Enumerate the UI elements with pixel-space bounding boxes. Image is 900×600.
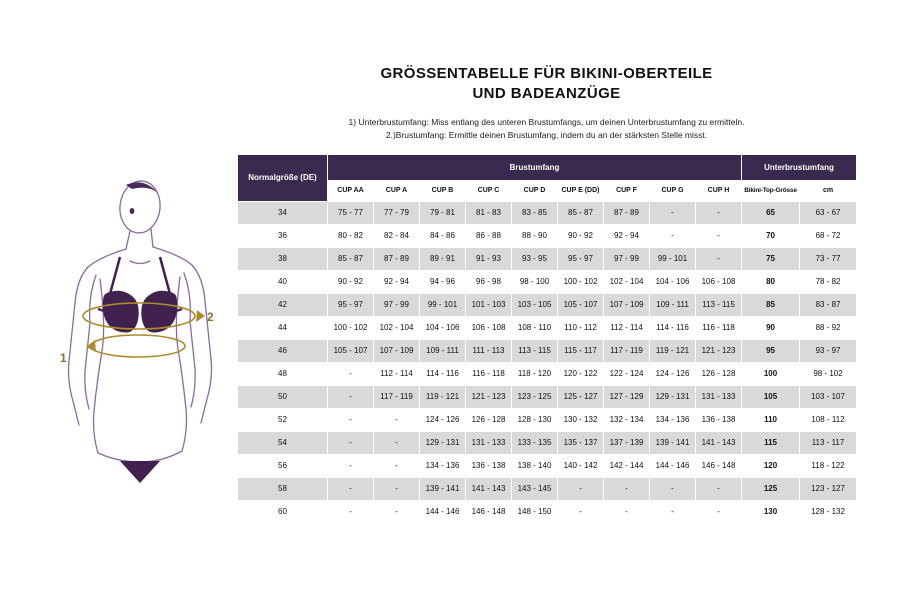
size-cell: 58 [238, 477, 328, 500]
cup-range-cell: 104 - 106 [420, 316, 466, 339]
cup-range-cell: - [328, 431, 374, 454]
page-title-line-2: UND BADEANZÜGE [472, 85, 621, 103]
note-bust: 2.)Brustumfang: Ermittle deinen Brustumfang, indem du an der stärksten Stelle misst. [385, 129, 708, 140]
cup-range-cell: - [328, 408, 374, 431]
size-row [238, 477, 857, 500]
cup-range-cell: 92 - 94 [374, 270, 420, 293]
size-row [238, 201, 857, 224]
cup-range-cell: - [328, 454, 374, 477]
cup-range-cell: - [650, 201, 696, 224]
cup-range-cell: 126 - 128 [696, 362, 742, 385]
cup-range-cell: 117 - 119 [374, 385, 420, 408]
cup-range-cell: 136 - 138 [466, 454, 512, 477]
size-cell: 52 [238, 408, 328, 431]
bikini-top-size-cell: 90 [742, 316, 800, 339]
cup-range-cell: - [604, 500, 650, 523]
cup-range-cell: 136 - 138 [696, 408, 742, 431]
cup-range-cell: - [696, 247, 742, 270]
cm-cell: 78 - 82 [800, 270, 857, 293]
cup-range-cell: 98 - 100 [512, 270, 558, 293]
underbust-arrow-label: 1 [60, 351, 67, 365]
cup-range-cell: - [374, 454, 420, 477]
size-row [238, 431, 857, 454]
cup-column-header: CUP C [466, 180, 512, 201]
page-title [237, 64, 856, 105]
cup-range-cell: - [328, 500, 374, 523]
col-header-unterbrustumfang: Unterbrustumfang [742, 154, 857, 180]
col-header-normalgroesse: Normalgröße (DE) [238, 154, 328, 201]
cup-range-cell: 127 - 129 [604, 385, 650, 408]
bikini-top-size-cell: 80 [742, 270, 800, 293]
cup-range-cell: - [650, 224, 696, 247]
cm-cell: 88 - 92 [800, 316, 857, 339]
bikini-bottom [120, 461, 160, 483]
cm-cell: 68 - 72 [800, 224, 857, 247]
cup-range-cell: 131 - 133 [466, 431, 512, 454]
size-chart-content [237, 64, 856, 524]
bikini-top [98, 257, 182, 332]
cup-column-header: CUP AA [328, 180, 374, 201]
cup-range-cell: 148 - 150 [512, 500, 558, 523]
bikini-top-size-cell: 130 [742, 500, 800, 523]
cm-column-header: cm [800, 180, 857, 201]
cup-range-cell: 142 - 144 [604, 454, 650, 477]
cup-range-cell: 99 - 101 [650, 247, 696, 270]
size-cell: 54 [238, 431, 328, 454]
bust-arrow-label: 2 [207, 310, 214, 324]
cup-column-header: CUP A [374, 180, 420, 201]
cup-range-cell: 87 - 89 [374, 247, 420, 270]
size-cell: 36 [238, 224, 328, 247]
cup-header-row [238, 180, 857, 201]
cup-range-cell: 139 - 141 [420, 477, 466, 500]
cup-range-cell: 102 - 104 [374, 316, 420, 339]
cup-range-cell: - [558, 500, 604, 523]
bikini-top-size-column-header: Bikini-Top-Grösse [742, 180, 800, 201]
bikini-top-size-cell: 65 [742, 201, 800, 224]
cup-range-cell: 83 - 85 [512, 201, 558, 224]
cup-range-cell: 105 - 107 [558, 293, 604, 316]
cup-range-cell: 134 - 136 [650, 408, 696, 431]
cm-cell: 128 - 132 [800, 500, 857, 523]
eye [130, 208, 135, 214]
size-row [238, 385, 857, 408]
bikini-top-size-cell: 100 [742, 362, 800, 385]
cup-range-cell: 97 - 99 [604, 247, 650, 270]
cup-range-cell: 120 - 122 [558, 362, 604, 385]
cm-cell: 93 - 97 [800, 339, 857, 362]
cup-range-cell: - [650, 477, 696, 500]
cup-range-cell: 114 - 116 [650, 316, 696, 339]
cup-range-cell: 110 - 112 [558, 316, 604, 339]
page-title-line-1: GRÖSSENTABELLE FÜR BIKINI-OBERTEILE [380, 65, 713, 82]
cup-range-cell: 116 - 118 [466, 362, 512, 385]
cup-range-cell: 85 - 87 [328, 247, 374, 270]
cup-range-cell: 99 - 101 [420, 293, 466, 316]
cm-cell: 98 - 102 [800, 362, 857, 385]
cup-column-header: CUP G [650, 180, 696, 201]
cup-range-cell: 90 - 92 [328, 270, 374, 293]
cup-range-cell: 90 - 92 [558, 224, 604, 247]
size-cell: 50 [238, 385, 328, 408]
cup-range-cell: - [696, 201, 742, 224]
cup-range-cell: 124 - 126 [420, 408, 466, 431]
cup-range-cell: 124 - 126 [650, 362, 696, 385]
measurement-notes [237, 116, 856, 142]
cup-range-cell: 75 - 77 [328, 201, 374, 224]
cup-range-cell: 87 - 89 [604, 201, 650, 224]
cm-cell: 108 - 112 [800, 408, 857, 431]
cm-cell: 73 - 77 [800, 247, 857, 270]
cup-range-cell: 146 - 148 [466, 500, 512, 523]
cup-range-cell: 123 - 125 [512, 385, 558, 408]
cup-range-cell: 105 - 107 [328, 339, 374, 362]
cup-range-cell: 128 - 130 [512, 408, 558, 431]
cup-range-cell: 84 - 86 [420, 224, 466, 247]
cm-cell: 103 - 107 [800, 385, 857, 408]
bikini-top-size-cell: 75 [742, 247, 800, 270]
cup-range-cell: 138 - 140 [512, 454, 558, 477]
size-row [238, 339, 857, 362]
size-row [238, 316, 857, 339]
cup-range-cell: - [696, 224, 742, 247]
cup-range-cell: 141 - 143 [696, 431, 742, 454]
cup-range-cell: 126 - 128 [466, 408, 512, 431]
cup-range-cell: 95 - 97 [328, 293, 374, 316]
cup-range-cell: 119 - 121 [420, 385, 466, 408]
bikini-top-size-cell: 125 [742, 477, 800, 500]
cup-range-cell: 97 - 99 [374, 293, 420, 316]
cup-range-cell: 94 - 96 [420, 270, 466, 293]
cup-column-header: CUP H [696, 180, 742, 201]
col-header-brustumfang: Brustumfang [328, 154, 742, 180]
cup-range-cell: - [696, 500, 742, 523]
bikini-top-size-cell: 115 [742, 431, 800, 454]
bikini-top-size-cell: 95 [742, 339, 800, 362]
note-underbust: 1) Unterbrustumfang: Miss entlang des unteren Brustumfangs, um deinen Unterbrustumfang zu ermitteln. [348, 116, 745, 127]
cup-range-cell: - [374, 431, 420, 454]
cup-range-cell: 129 - 131 [650, 385, 696, 408]
cup-range-cell: 129 - 131 [420, 431, 466, 454]
cup-range-cell: 77 - 79 [374, 201, 420, 224]
cm-cell: 83 - 87 [800, 293, 857, 316]
cup-range-cell: 140 - 142 [558, 454, 604, 477]
size-table-body [238, 201, 857, 523]
measurement-figure-illustration [40, 164, 240, 496]
size-cell: 42 [238, 293, 328, 316]
cm-cell: 123 - 127 [800, 477, 857, 500]
cup-range-cell: 118 - 120 [512, 362, 558, 385]
cup-range-cell: 131 - 133 [696, 385, 742, 408]
cup-range-cell: 143 - 145 [512, 477, 558, 500]
cup-range-cell: 113 - 115 [512, 339, 558, 362]
cup-range-cell: 125 - 127 [558, 385, 604, 408]
cup-range-cell: 122 - 124 [604, 362, 650, 385]
size-row [238, 408, 857, 431]
cup-range-cell: 134 - 136 [420, 454, 466, 477]
cup-range-cell: 107 - 109 [374, 339, 420, 362]
cup-column-header: CUP F [604, 180, 650, 201]
group-header-row [238, 154, 857, 180]
cup-column-header: CUP D [512, 180, 558, 201]
cup-range-cell: 116 - 118 [696, 316, 742, 339]
cup-range-cell: 81 - 83 [466, 201, 512, 224]
size-cell: 46 [238, 339, 328, 362]
cup-range-cell: 92 - 94 [604, 224, 650, 247]
size-row [238, 500, 857, 523]
size-row [238, 454, 857, 477]
bikini-top-size-cell: 85 [742, 293, 800, 316]
cup-range-cell: 108 - 110 [512, 316, 558, 339]
cup-range-cell: - [374, 500, 420, 523]
cup-range-cell: 114 - 116 [420, 362, 466, 385]
cup-range-cell: - [696, 477, 742, 500]
cup-range-cell: 100 - 102 [558, 270, 604, 293]
cup-range-cell: 86 - 88 [466, 224, 512, 247]
bikini-top-size-cell: 120 [742, 454, 800, 477]
cup-range-cell: - [374, 477, 420, 500]
cup-range-cell: 93 - 95 [512, 247, 558, 270]
cup-range-cell: 91 - 93 [466, 247, 512, 270]
size-cell: 40 [238, 270, 328, 293]
cup-range-cell: - [374, 408, 420, 431]
size-row [238, 224, 857, 247]
cup-range-cell: 144 - 146 [420, 500, 466, 523]
cup-range-cell: 106 - 108 [466, 316, 512, 339]
cup-range-cell: 82 - 84 [374, 224, 420, 247]
cup-range-cell: 119 - 121 [650, 339, 696, 362]
cup-range-cell: 139 - 141 [650, 431, 696, 454]
size-cell: 56 [238, 454, 328, 477]
cup-range-cell: 144 - 146 [650, 454, 696, 477]
cup-range-cell: 111 - 113 [466, 339, 512, 362]
cup-range-cell: 102 - 104 [604, 270, 650, 293]
size-chart-table [237, 154, 857, 524]
body-outline [69, 179, 212, 462]
cup-range-cell: 107 - 109 [604, 293, 650, 316]
cup-range-cell: - [604, 477, 650, 500]
cup-range-cell: 89 - 91 [420, 247, 466, 270]
cup-range-cell: 95 - 97 [558, 247, 604, 270]
cm-cell: 113 - 117 [800, 431, 857, 454]
cup-range-cell: - [328, 477, 374, 500]
cup-range-cell: 104 - 106 [650, 270, 696, 293]
cup-range-cell: - [328, 362, 374, 385]
cup-range-cell: 130 - 132 [558, 408, 604, 431]
size-cell: 48 [238, 362, 328, 385]
size-cell: 38 [238, 247, 328, 270]
cup-range-cell: 115 - 117 [558, 339, 604, 362]
cup-range-cell: 121 - 123 [466, 385, 512, 408]
size-row [238, 247, 857, 270]
size-cell: 60 [238, 500, 328, 523]
size-cell: 34 [238, 201, 328, 224]
cup-range-cell: 85 - 87 [558, 201, 604, 224]
size-cell: 44 [238, 316, 328, 339]
cup-range-cell: 80 - 82 [328, 224, 374, 247]
cm-cell: 63 - 67 [800, 201, 857, 224]
underbust-measurement-arrow [86, 335, 185, 357]
bikini-top-size-cell: 110 [742, 408, 800, 431]
cup-range-cell: 117 - 119 [604, 339, 650, 362]
hair [126, 182, 158, 193]
cup-range-cell: 100 - 102 [328, 316, 374, 339]
bikini-top-size-cell: 105 [742, 385, 800, 408]
size-row [238, 362, 857, 385]
cup-range-cell: 88 - 90 [512, 224, 558, 247]
bikini-top-size-cell: 70 [742, 224, 800, 247]
cup-range-cell: 146 - 148 [696, 454, 742, 477]
cm-cell: 118 - 122 [800, 454, 857, 477]
cup-range-cell: 109 - 111 [650, 293, 696, 316]
cup-range-cell: 113 - 115 [696, 293, 742, 316]
size-row [238, 270, 857, 293]
cup-range-cell: - [328, 385, 374, 408]
cup-range-cell: - [558, 477, 604, 500]
size-row [238, 293, 857, 316]
cup-range-cell: 135 - 137 [558, 431, 604, 454]
cup-column-header: CUP B [420, 180, 466, 201]
cup-column-header: CUP E (DD) [558, 180, 604, 201]
cup-range-cell: 109 - 111 [420, 339, 466, 362]
cup-range-cell: 141 - 143 [466, 477, 512, 500]
cup-range-cell: - [650, 500, 696, 523]
cup-range-cell: 101 - 103 [466, 293, 512, 316]
cup-range-cell: 112 - 114 [604, 316, 650, 339]
cup-range-cell: 121 - 123 [696, 339, 742, 362]
cup-range-cell: 96 - 98 [466, 270, 512, 293]
cup-range-cell: 103 - 105 [512, 293, 558, 316]
cup-range-cell: 133 - 135 [512, 431, 558, 454]
cup-range-cell: 79 - 81 [420, 201, 466, 224]
cup-range-cell: 132 - 134 [604, 408, 650, 431]
cup-range-cell: 106 - 108 [696, 270, 742, 293]
cup-range-cell: 137 - 139 [604, 431, 650, 454]
cup-range-cell: 112 - 114 [374, 362, 420, 385]
